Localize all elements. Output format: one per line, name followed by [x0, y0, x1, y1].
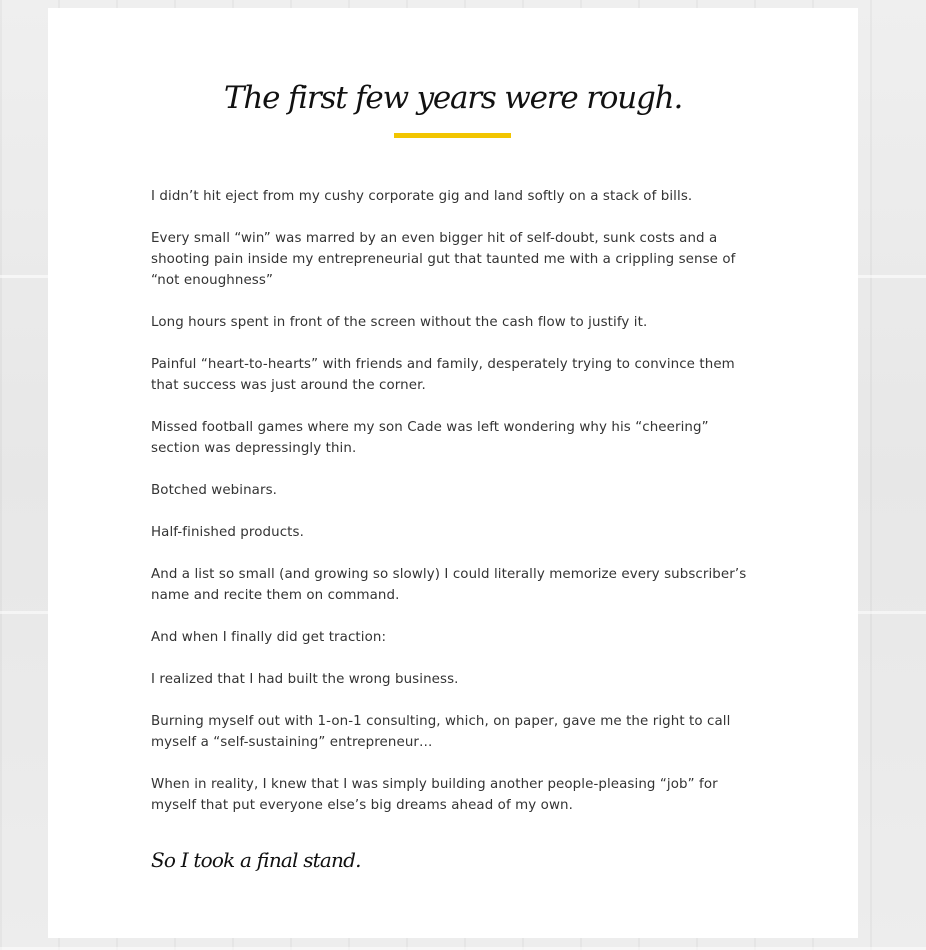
paragraph: Long hours spent in front of the screen without the cash flow to justify it. — [151, 315, 648, 330]
title-divider — [394, 133, 511, 138]
paragraph: I realized that I had built the wrong business. — [151, 672, 459, 687]
paragraph: Every small “win” was marred by an even bigger hit of self-doubt, sunk costs and a shooting pain inside my entrepreneurial gut that taunted me with a crippling sense of “not enoughness” — [151, 231, 736, 288]
content-card — [48, 8, 858, 938]
closing-statement: So I took a final stand. — [151, 848, 361, 872]
page-title: The first few years were rough. — [223, 80, 683, 116]
story-body — [151, 186, 751, 837]
paragraph: Half-finished products. — [151, 525, 304, 540]
paragraph: I didn’t hit eject from my cushy corporate gig and land softly on a stack of bills. — [151, 189, 693, 204]
paragraph: Burning myself out with 1-on-1 consulting, which, on paper, gave me the right to call myself a “self-sustaining” entrepreneur… — [151, 714, 731, 750]
paragraph: Painful “heart-to-hearts” with friends and family, desperately trying to convince them that success was just around the corner. — [151, 357, 735, 393]
paragraph: When in reality, I knew that I was simply building another people-pleasing “job” for myself that put everyone else’s big dreams ahead of my own. — [151, 777, 718, 813]
paragraph: Missed football games where my son Cade was left wondering why his “cheering” section was depressingly thin. — [151, 420, 709, 456]
paragraph: And when I finally did get traction: — [151, 630, 387, 645]
paragraph: And a list so small (and growing so slowly) I could literally memorize every subscriber’s name and recite them on command. — [151, 567, 747, 603]
paragraph: Botched webinars. — [151, 483, 278, 498]
